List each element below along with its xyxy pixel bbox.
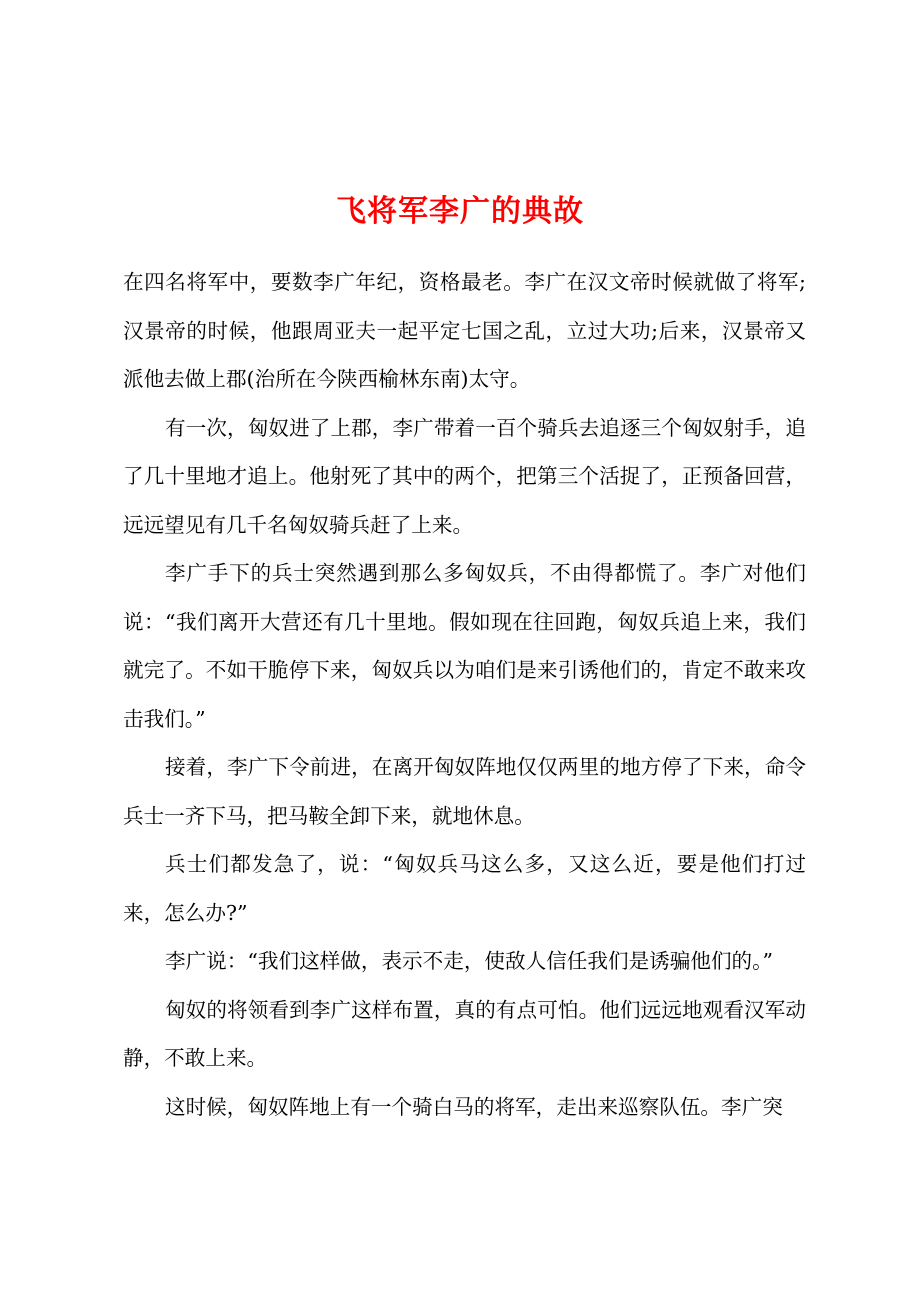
- paragraph-5: 兵士们都发急了，说：“匈奴兵马这么多，又这么近，要是他们打过来，怎么办?”: [123, 852, 806, 925]
- paragraph-7: 匈奴的将领看到李广这样布置，真的有点可怕。他们远远地观看汉军动静，不敢上来。: [123, 997, 806, 1070]
- paragraph-4: 接着，李广下令前进，在离开匈奴阵地仅仅两里的地方停了下来，命令兵士一齐下马，把马鞍全卸下来，就地休息。: [123, 755, 806, 828]
- paragraph-1: 在四名将军中，要数李广年纪，资格最老。李广在汉文帝时候就做了将军;汉景帝的时候，他跟周亚夫一起平定七国之乱，立过大功;后来，汉景帝又派他去做上郡(治所在今陕西榆林东南)太守。: [123, 270, 806, 391]
- document-body: [123, 258, 806, 1131]
- paragraph-8: 这时候，匈奴阵地上有一个骑白马的将军，走出来巡察队伍。李广突: [165, 1094, 783, 1119]
- paragraph-2: 有一次，匈奴进了上郡，李广带着一百个骑兵去追逐三个匈奴射手，追了几十里地才追上。他射死了其中的两个，把第三个活捉了，正预备回营，远远望见有几千名匈奴骑兵赶了上来。: [123, 415, 806, 537]
- paragraph-3: 李广手下的兵士突然遇到那么多匈奴兵，不由得都慌了。李广对他们说：“我们离开大营还有几十里地。假如现在往回跑，匈奴兵追上来，我们就完了。不如干脆停下来，匈奴兵以为咱们是来引诱他们的，肯定不敢来攻击我们。”: [123, 561, 806, 731]
- document-title: 飞将军李广的典故: [336, 194, 584, 229]
- paragraph-6: 李广说：“我们这样做，表示不走，使敌人信任我们是诱骗他们的。”: [165, 949, 773, 973]
